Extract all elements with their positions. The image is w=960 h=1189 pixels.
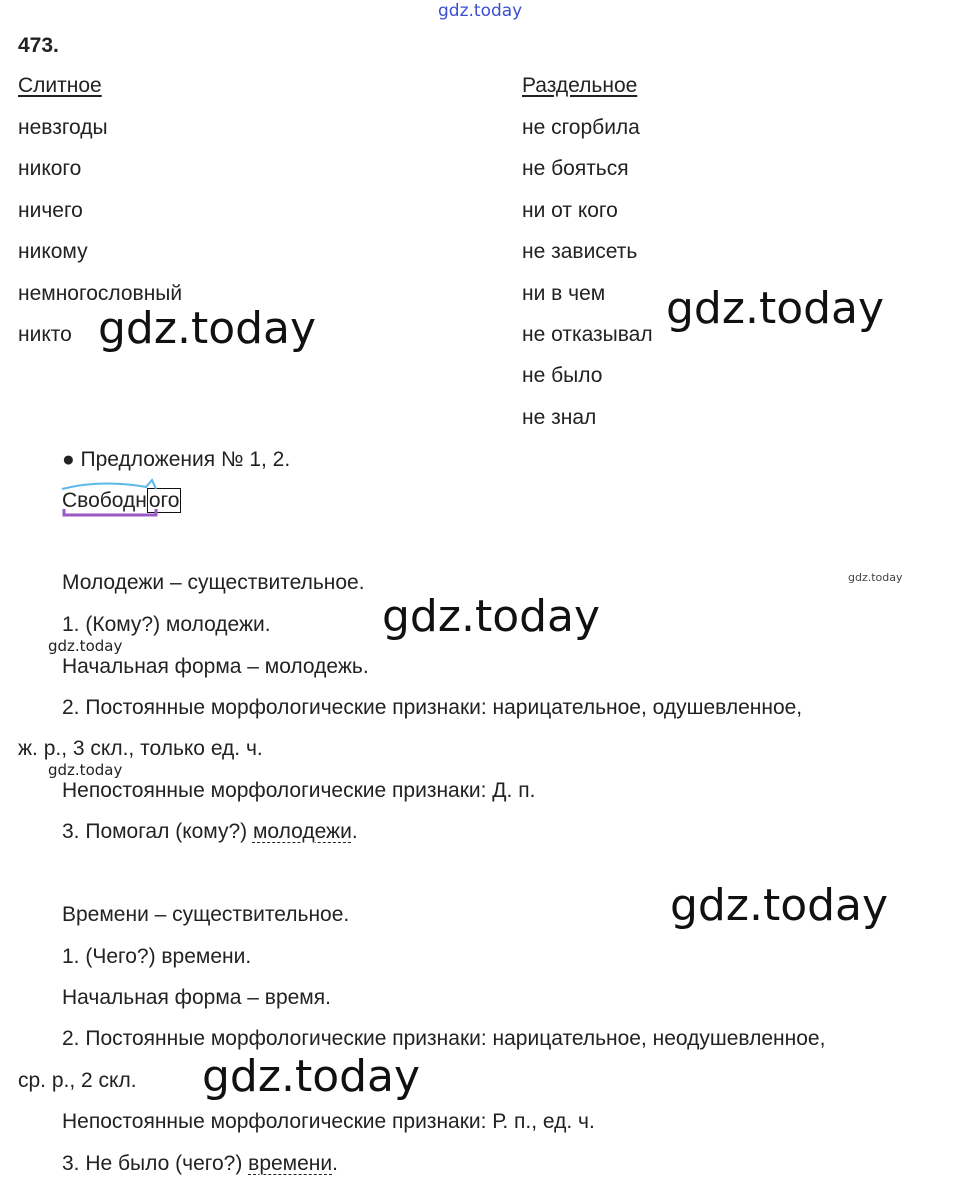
- watermark-small: gdz.today: [48, 761, 123, 779]
- watermark-large: gdz.today: [670, 880, 889, 931]
- right-column-header: Раздельное: [522, 74, 638, 97]
- list-item: не знал: [522, 406, 597, 429]
- watermark-large: gdz.today: [98, 303, 317, 354]
- list-item: немногословный: [18, 282, 183, 305]
- watermark-large: gdz.today: [382, 591, 601, 642]
- list-item: никому: [18, 240, 88, 263]
- left-column-header: Слитное: [18, 74, 102, 97]
- analysis2-initial-form: Начальная форма – время.: [62, 986, 331, 1009]
- list-item: не было: [522, 364, 603, 387]
- analysis1-initial-form: Начальная форма – молодежь.: [62, 655, 369, 678]
- sentence-end: .: [351, 820, 358, 843]
- analysis1-title: Молодежи – существительное.: [62, 571, 365, 594]
- list-item: ни в чем: [522, 282, 606, 305]
- analysis1-point2-cont: ж. р., 3 скл., только ед. ч.: [18, 737, 263, 760]
- exercise-number: 473.: [18, 34, 59, 57]
- analysis2-point3: [62, 1152, 338, 1176]
- sentence-text: 3. Не было (чего?): [62, 1152, 249, 1175]
- watermark-tiny: gdz.today: [848, 571, 903, 584]
- watermark-small: gdz.today: [48, 637, 123, 655]
- list-item: ничего: [18, 199, 83, 222]
- list-item: не отказывал: [522, 323, 653, 346]
- sentence-text: 3. Помогал (кому?): [62, 820, 253, 843]
- analysis2-title: Времени – существительное.: [62, 903, 350, 926]
- analysis1-variable: Непостоянные морфологические признаки: Д. п.: [62, 779, 536, 802]
- watermark-large: gdz.today: [666, 283, 885, 334]
- underlined-object: времени: [248, 1152, 333, 1175]
- underlined-object: молодежи: [252, 820, 352, 843]
- list-item: не бояться: [522, 157, 629, 180]
- stem-bracket-mark: [64, 509, 156, 515]
- list-item: не зависеть: [522, 240, 638, 263]
- sentence-end: .: [332, 1152, 338, 1175]
- list-item: никого: [18, 157, 82, 180]
- list-item: невзгоды: [18, 116, 108, 139]
- analysis2-point2: 2. Постоянные морфологические признаки: нарицательное, неодушевленное,: [62, 1027, 826, 1050]
- analysis1-point3: [62, 820, 358, 844]
- analysis2-variable: Непостоянные морфологические признаки: Р. п., ед. ч.: [62, 1110, 595, 1133]
- sentences-note: ● Предложения № 1, 2.: [62, 448, 291, 471]
- root-arc-mark: [62, 480, 156, 489]
- word-ending: ого: [148, 489, 180, 512]
- analysis2-point2-cont: ср. р., 2 скл.: [18, 1069, 137, 1092]
- analysis1-point1: 1. (Кому?) молодежи.: [62, 613, 271, 636]
- list-item: ни от кого: [522, 199, 618, 222]
- morpheme-marks: [60, 477, 200, 521]
- word-stem: Свободн: [62, 489, 147, 512]
- watermark-top: gdz.today: [438, 1, 523, 21]
- analysis1-point2: 2. Постоянные морфологические признаки: нарицательное, одушевленное,: [62, 696, 803, 719]
- analysis2-point1: 1. (Чего?) времени.: [62, 945, 252, 968]
- list-item: не сгорбила: [522, 116, 640, 139]
- list-item: никто: [18, 323, 72, 346]
- watermark-large: gdz.today: [202, 1051, 421, 1102]
